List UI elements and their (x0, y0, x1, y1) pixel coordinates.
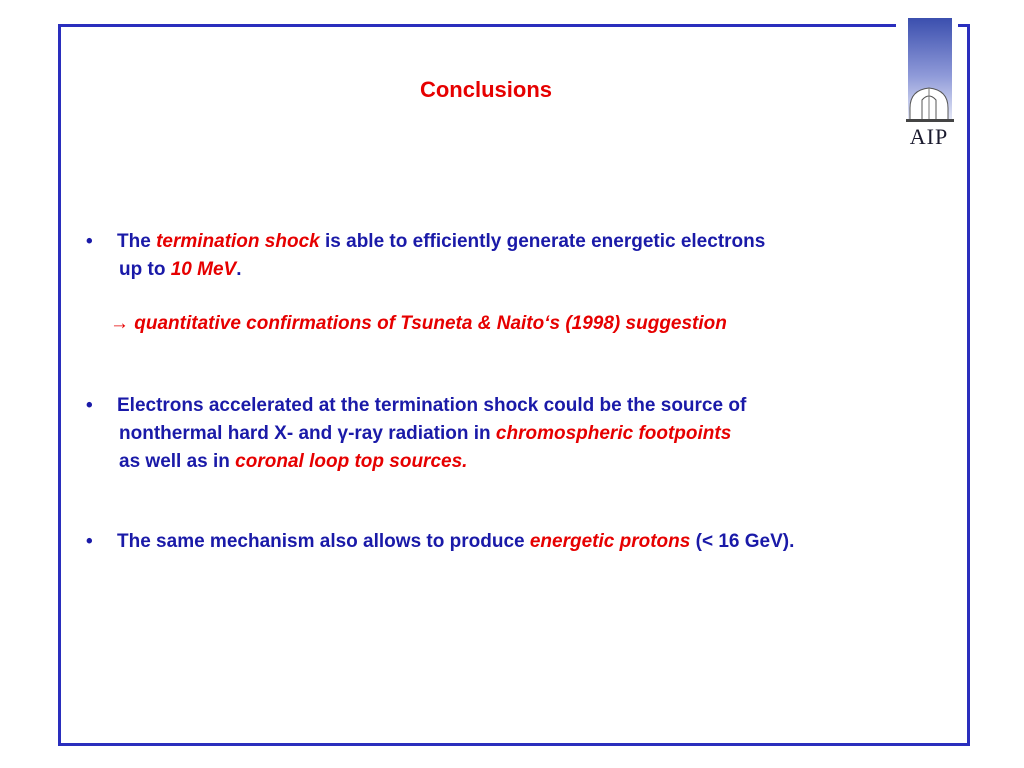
bullet-1-sub (110, 310, 990, 338)
emphasis-energetic-protons: energetic protons (529, 531, 691, 552)
observatory-logo-icon (900, 16, 958, 124)
emphasis-10-mev: 10 MeV (170, 259, 237, 280)
bullet-1-line-2 (86, 256, 966, 284)
text-segment: quantitative confirmations of Tsuneta & Naito‘s (1998) suggestion (129, 313, 727, 334)
text-segment: . (462, 451, 468, 472)
bullet-2-line-2 (86, 420, 966, 448)
bullet-dot: • (86, 531, 93, 552)
emphasis-chromospheric-footpoints: chromospheric footpoints (495, 423, 732, 444)
text-segment: The (117, 231, 157, 252)
bullet-2-line-3 (86, 448, 966, 476)
text-segment: (< 16 GeV). (690, 531, 795, 552)
text-segment: . (236, 259, 242, 280)
text-segment: The same mechanism also allows to produce (117, 531, 530, 552)
bullet-3-line-1 (86, 528, 966, 556)
text-segment: as well as in (119, 451, 236, 472)
slide-frame (58, 24, 970, 746)
bullet-dot: • (86, 231, 93, 252)
text-segment: nonthermal hard X- and γ-ray radiation in (119, 423, 496, 444)
right-arrow-icon: → (110, 313, 129, 334)
bullet-1-line-1 (86, 228, 966, 256)
bullet-2 (86, 392, 966, 476)
bullet-3 (86, 528, 966, 556)
bullet-1-sub-line (110, 310, 990, 338)
slide-title: Conclusions (419, 77, 552, 102)
bullet-dot: • (86, 395, 93, 416)
text-segment: up to (119, 259, 171, 280)
logo-text: AIP (909, 124, 949, 149)
bullet-2-line-1: Electrons accelerated at the termination shock could be the source of (117, 395, 747, 416)
emphasis-termination-shock: termination shock (156, 231, 320, 252)
text-segment: is able to efficiently generate energetic electrons (319, 231, 766, 252)
emphasis-coronal-loop-top-sources: coronal loop top sources (235, 451, 463, 472)
bullet-1 (86, 228, 966, 284)
